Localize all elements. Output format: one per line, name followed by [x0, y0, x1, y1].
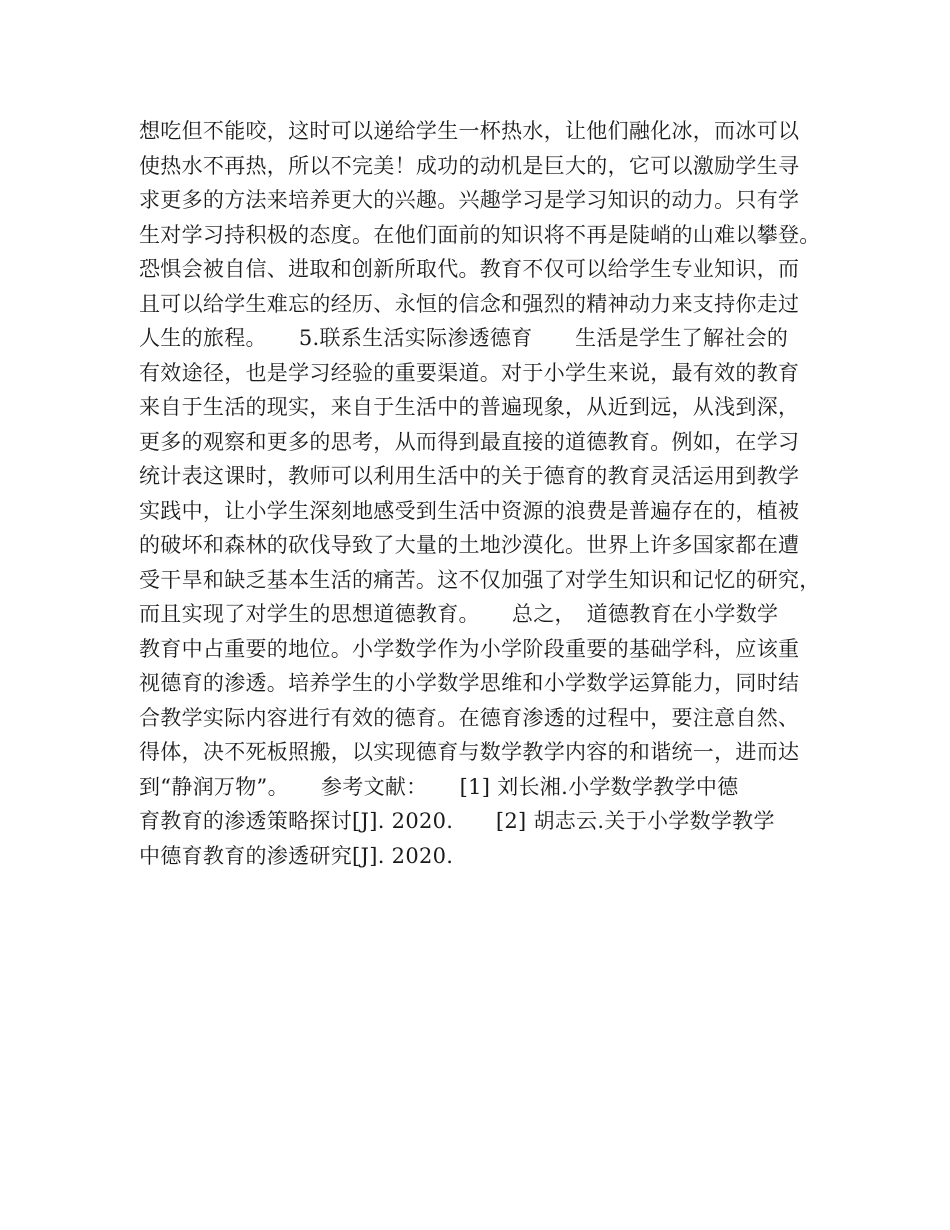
text-line: 且可以给学生难忘的经历、永恒的信念和强烈的精神动力来支持你走过 [139, 291, 800, 316]
text-line: 合教学实际内容进行有效的德育。在德育渗透的过程中，要注意自然、 [139, 705, 800, 730]
text-line: 想吃但不能咬，这时可以递给学生一杯热水，让他们融化冰，而冰可以 [139, 119, 800, 143]
text-line: 生对学习持积极的态度。在他们面前的知识将不再是陡峭的山难以攀登。 [139, 222, 821, 247]
text-line: 得体，决不死板照搬，以实现德育与数学教学内容的和谐统一，进而达 [139, 740, 800, 764]
text-line: 中德育教育的渗透研究[J]. 2020. [139, 843, 454, 868]
text-line: 视德育的渗透。培养学生的小学数学思维和小学数学运算能力，同时结 [139, 671, 800, 695]
text-line: 更多的观察和更多的思考，从而得到最直接的道德教育。例如，在学习 [139, 429, 800, 454]
text-line: 有效途径，也是学习经验的重要渠道。对于小学生来说，最有效的教育 [139, 360, 800, 385]
text-line: 统计表这课时，教师可以利用生活中的关于德育的教育灵活运用到教学 [139, 464, 800, 488]
text-line: 人生的旅程。 5.联系生活实际渗透德育 生活是学生了解社会的 [139, 326, 789, 350]
text-line: 教育中占重要的地位。小学数学作为小学阶段重要的基础学科，应该重 [139, 636, 800, 661]
text-line: 恐惧会被自信、进取和创新所取代。教育不仅可以给学生专业知识，而 [139, 257, 800, 281]
text-line: 而且实现了对学生的思想道德教育。 总之， 道德教育在小学数学 [139, 602, 779, 626]
text-line: 实践中，让小学生深刻地感受到生活中资源的浪费是普遍存在的，植被 [139, 498, 800, 523]
text-line: 使热水不再热，所以不完美！成功的动机是巨大的，它可以激励学生寻 [139, 153, 800, 178]
body-text [139, 114, 839, 873]
text-line: 到“静润万物”。 参考文献： [1] 刘长湘.小学数学教学中德 [139, 774, 739, 799]
text-line: 的破坏和森林的砍伐导致了大量的土地沙漠化。世界上许多国家都在遭 [139, 533, 800, 557]
text-line: 受干旱和缺乏基本生活的痛苦。这不仅加强了对学生知识和记忆的研究， [139, 567, 821, 592]
text-line: 来自于生活的现实，来自于生活中的普遍现象，从近到远，从浅到深， [139, 395, 800, 419]
text-line: 育教育的渗透策略探讨[J]. 2020. [2] 胡志云.关于小学数学教学 [139, 809, 775, 833]
text-line: 求更多的方法来培养更大的兴趣。兴趣学习是学习知识的动力。只有学 [139, 188, 800, 212]
